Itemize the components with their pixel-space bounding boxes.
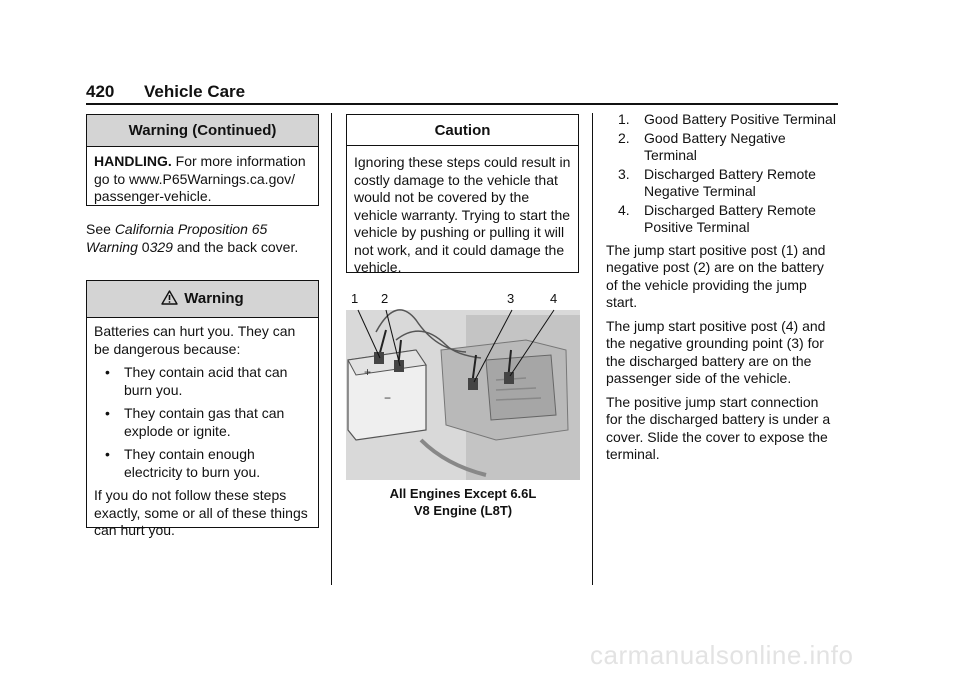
prop65-link[interactable]: California Proposition 65 Warning bbox=[86, 221, 268, 255]
warning-body bbox=[87, 318, 318, 540]
paragraph: The jump start positive post (4) and the negative grounding point (3) for the discharged battery are on the passenger side of the vehicle. bbox=[606, 317, 826, 386]
legend-item: 4. Discharged Battery Remote Positive Terminal bbox=[618, 201, 816, 235]
warning-continued-body bbox=[87, 147, 318, 206]
column-divider-left bbox=[331, 113, 332, 585]
page-ref[interactable]: 329 bbox=[149, 238, 173, 255]
section-title: Vehicle Care bbox=[144, 82, 246, 101]
warning-header bbox=[87, 281, 318, 318]
figure-caption-line-1: All Engines Except 6.6L bbox=[389, 486, 537, 501]
legend-list-container bbox=[606, 111, 838, 464]
page-number: 420 bbox=[86, 82, 115, 101]
warning-outro: If you do not follow these steps exactly, some or all of these things can hurt you. bbox=[94, 487, 308, 538]
warning-box bbox=[86, 280, 319, 538]
caution-title: Caution bbox=[347, 115, 578, 146]
watermark: carmanualsonline.info bbox=[590, 640, 854, 670]
callout-3: 3 bbox=[507, 291, 515, 306]
figure-caption-line-2: V8 Engine (L8T) bbox=[413, 503, 513, 518]
legend-item: 1. Good Battery Positive Terminal bbox=[618, 111, 836, 127]
handling-text: For more information go to www.P65Warnings.ca.gov/ passenger-vehicle. bbox=[94, 153, 306, 204]
engine-bay-illustration bbox=[346, 290, 580, 482]
warning-bullet: • They contain acid that can burn you. bbox=[105, 364, 288, 398]
warning-bullet: • They contain enough electricity to burn you. bbox=[105, 446, 261, 480]
legend-item: 2. Good Battery Negative Terminal bbox=[618, 129, 786, 163]
warning-continued-title: Warning (Continued) bbox=[87, 115, 318, 147]
callout-4: 4 bbox=[550, 291, 558, 306]
warning-triangle-icon bbox=[161, 283, 178, 319]
svg-text:−: − bbox=[384, 391, 392, 405]
paragraph: The jump start positive post (1) and negative post (2) are on the battery of the vehicle providing the jump start. bbox=[606, 241, 826, 310]
svg-text:+: + bbox=[364, 365, 372, 379]
figure-caption bbox=[346, 485, 580, 519]
legend-item: 3. Discharged Battery Remote Negative Terminal bbox=[618, 165, 816, 199]
paragraph: The positive jump start connection for the discharged battery is under a cover. Slide the cover to expose the terminal. bbox=[606, 393, 831, 462]
legend-list bbox=[606, 111, 838, 237]
see-note: See California Proposition 65 Warning 0329 and the back cover. bbox=[86, 221, 299, 255]
header-rule bbox=[86, 103, 838, 105]
warning-bullet: • They contain gas that can explode or ignite. bbox=[105, 405, 285, 439]
jump-start-figure bbox=[346, 290, 580, 482]
caution-text: Ignoring these steps could result in costly damage to the vehicle that would not be covered by the vehicle warranty. Trying to start the vehicle by pushing or pulling it will not work, and it could damage the vehicle. bbox=[354, 154, 571, 275]
warning-continued-box bbox=[86, 114, 319, 206]
warning-intro: Batteries can hurt you. They can be dangerous because: bbox=[94, 323, 296, 357]
callout-2: 2 bbox=[381, 291, 389, 306]
column-divider-right bbox=[592, 113, 593, 585]
callout-1: 1 bbox=[351, 291, 359, 306]
handling-label: HANDLING. bbox=[94, 153, 172, 169]
caution-box bbox=[346, 114, 579, 273]
warning-title: Warning bbox=[184, 290, 244, 307]
page-ref-arrow: 0 bbox=[141, 238, 150, 255]
